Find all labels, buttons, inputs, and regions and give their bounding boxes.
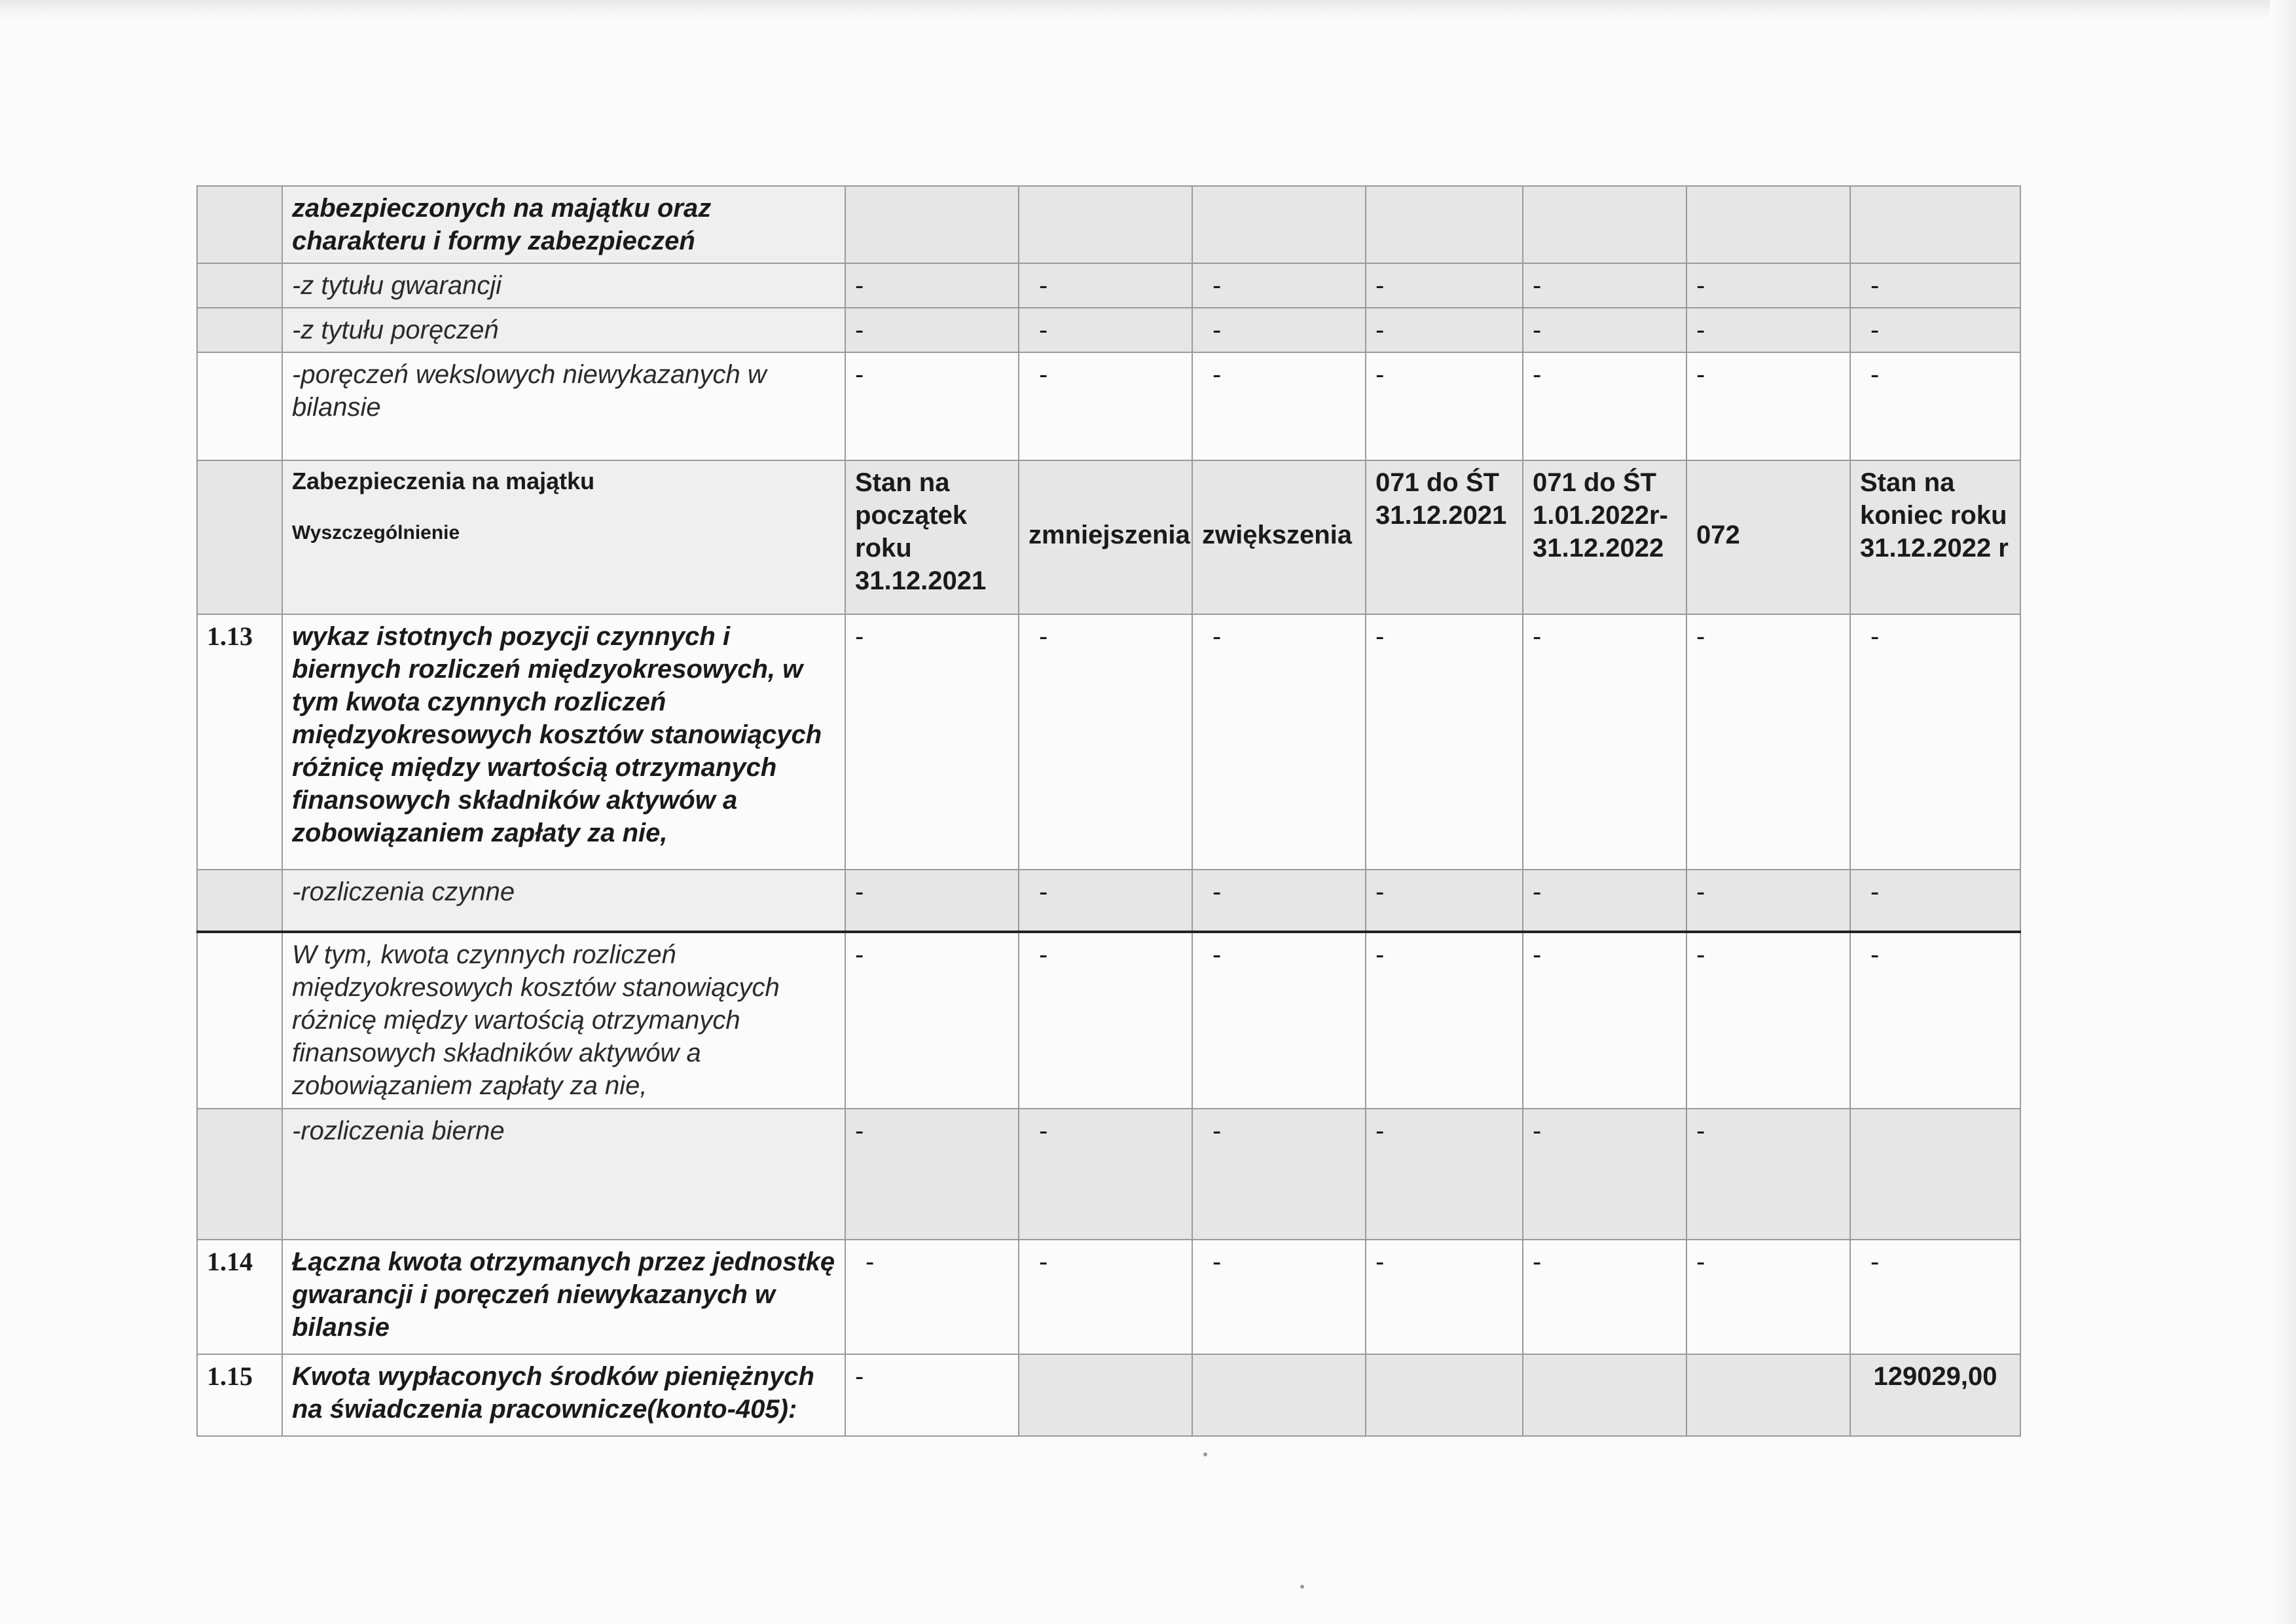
row-number: 1.15: [197, 1354, 282, 1436]
cell: -: [845, 1109, 1019, 1240]
scan-shadow-top: [0, 0, 2296, 20]
cell: [1192, 186, 1366, 263]
row-label: -z tytułu poręczeń: [282, 308, 845, 352]
cell: -: [1523, 1109, 1686, 1240]
table-row: [197, 263, 2020, 308]
table-row: [197, 932, 2020, 1109]
column-header: Stan na początek roku 31.12.2021: [845, 460, 1019, 614]
cell: -: [1523, 308, 1686, 352]
cell: -: [845, 614, 1019, 870]
row-label: -rozliczenia czynne: [282, 870, 845, 932]
cell: -: [1523, 870, 1686, 932]
row-number: [197, 308, 282, 352]
cell: -: [1192, 352, 1366, 460]
cell: -: [1019, 932, 1192, 1109]
cell: -: [1850, 870, 2020, 932]
column-header: 072: [1686, 460, 1850, 614]
cell: -: [1686, 614, 1850, 870]
cell: -: [1366, 263, 1523, 308]
cell: [1366, 186, 1523, 263]
column-header: 071 do ŚT 31.12.2021: [1366, 460, 1523, 614]
cell: [1523, 1354, 1686, 1436]
cell: -: [1850, 614, 2020, 870]
cell: -: [1523, 263, 1686, 308]
cell: -: [1366, 614, 1523, 870]
row-number: [197, 352, 282, 460]
cell: -: [1686, 263, 1850, 308]
cell: -: [1686, 1109, 1850, 1240]
row-number: 1.14: [197, 1240, 282, 1354]
column-header: zwiększenia: [1192, 460, 1366, 614]
table-row: [197, 1109, 2020, 1240]
cell: -: [1686, 932, 1850, 1109]
cell: -: [1366, 1109, 1523, 1240]
cell: [1523, 186, 1686, 263]
cell: -: [1019, 870, 1192, 932]
table-row: [197, 870, 2020, 932]
cell: -: [1850, 352, 2020, 460]
scan-shadow-right: [2270, 0, 2296, 1624]
table-row: [197, 1354, 2020, 1436]
cell: -: [1686, 308, 1850, 352]
column-header: 071 do ŚT 1.01.2022r- 31.12.2022: [1523, 460, 1686, 614]
row-label: -z tytułu gwarancji: [282, 263, 845, 308]
cell: [1192, 1354, 1366, 1436]
cell: -: [1523, 352, 1686, 460]
cell: -: [1192, 614, 1366, 870]
cell: [1019, 186, 1192, 263]
header-label: [282, 460, 845, 614]
row-label: Łączna kwota otrzymanych przez jednostkę gwarancji i poręczeń niewykazanych w bilansie: [282, 1240, 845, 1354]
cell: -: [1366, 352, 1523, 460]
row-number: [197, 1109, 282, 1240]
cell: [1686, 1354, 1850, 1436]
column-header: Stan na koniec roku 31.12.2022 r: [1850, 460, 2020, 614]
cell: -: [1366, 308, 1523, 352]
cell: -: [845, 870, 1019, 932]
row-number: [197, 932, 282, 1109]
cell: -: [845, 1354, 1019, 1436]
cell: -: [1850, 1240, 2020, 1354]
cell: -: [1019, 352, 1192, 460]
cell: -: [1192, 263, 1366, 308]
cell: -: [1850, 932, 2020, 1109]
cell: -: [1019, 614, 1192, 870]
cell: -: [1686, 352, 1850, 460]
scan-speck: [1203, 1452, 1207, 1456]
row-label: zabezpieczonych na majątku oraz charakteru i formy zabezpieczeń: [282, 186, 845, 263]
table-row: [197, 308, 2020, 352]
financial-table: [196, 185, 2021, 1437]
cell: -: [1192, 870, 1366, 932]
cell: -: [1192, 932, 1366, 1109]
cell: [1850, 186, 2020, 263]
table-row: [197, 614, 2020, 870]
cell: -: [1019, 263, 1192, 308]
cell: -: [1850, 263, 2020, 308]
row-label: wykaz istotnych pozycji czynnych i biernych rozliczeń międzyokresowych, w tym kwota czynnych rozliczeń międzyokresowych kosztów stanowiących różnicę między wartością otrzymanych finansowych składników aktywów a zobowiązaniem zapłaty za nie,: [282, 614, 845, 870]
table-row: [197, 352, 2020, 460]
cell: [1019, 1354, 1192, 1436]
scan-speck: [1300, 1585, 1304, 1589]
cell: -: [1850, 308, 2020, 352]
cell: -: [1523, 614, 1686, 870]
row-label: -rozliczenia bierne: [282, 1109, 845, 1240]
table-header-row: [197, 460, 2020, 614]
cell: -: [1523, 1240, 1686, 1354]
cell: -: [845, 263, 1019, 308]
cell: -: [1019, 1240, 1192, 1354]
row-label: -poręczeń wekslowych niewykazanych w bilansie: [282, 352, 845, 460]
cell: -: [1192, 308, 1366, 352]
cell: -: [1192, 1109, 1366, 1240]
cell: -: [1366, 870, 1523, 932]
cell: -: [1523, 932, 1686, 1109]
column-header: zmniejszenia: [1019, 460, 1192, 614]
row-label: Kwota wypłaconych środków pieniężnych na świadczenia pracownicze(konto-405):: [282, 1354, 845, 1436]
cell: [1366, 1354, 1523, 1436]
cell: -: [845, 352, 1019, 460]
row-number: 1.13: [197, 614, 282, 870]
row-number: [197, 186, 282, 263]
row-label: W tym, kwota czynnych rozliczeń międzyokresowych kosztów stanowiących różnicę między wartością otrzymanych finansowych składników aktywów a zobowiązaniem zapłaty za nie,: [282, 932, 845, 1109]
table-row: [197, 1240, 2020, 1354]
total-value: 129029,00: [1850, 1354, 2020, 1436]
cell: -: [845, 932, 1019, 1109]
cell: -: [1192, 1240, 1366, 1354]
cell: -: [1686, 870, 1850, 932]
cell: [1686, 186, 1850, 263]
cell: -: [1366, 1240, 1523, 1354]
cell: -: [1019, 308, 1192, 352]
cell: [845, 186, 1019, 263]
cell: -: [845, 308, 1019, 352]
table-row: [197, 186, 2020, 263]
cell: -: [1686, 1240, 1850, 1354]
row-number: [197, 460, 282, 614]
cell: -: [1019, 1109, 1192, 1240]
row-number: [197, 263, 282, 308]
cell: -: [1366, 932, 1523, 1109]
row-number: [197, 870, 282, 932]
header-subtitle: Wyszczególnienie: [292, 522, 460, 544]
header-title: Zabezpieczenia na majątku: [292, 468, 595, 494]
cell: [1850, 1109, 2020, 1240]
cell: -: [845, 1240, 1019, 1354]
